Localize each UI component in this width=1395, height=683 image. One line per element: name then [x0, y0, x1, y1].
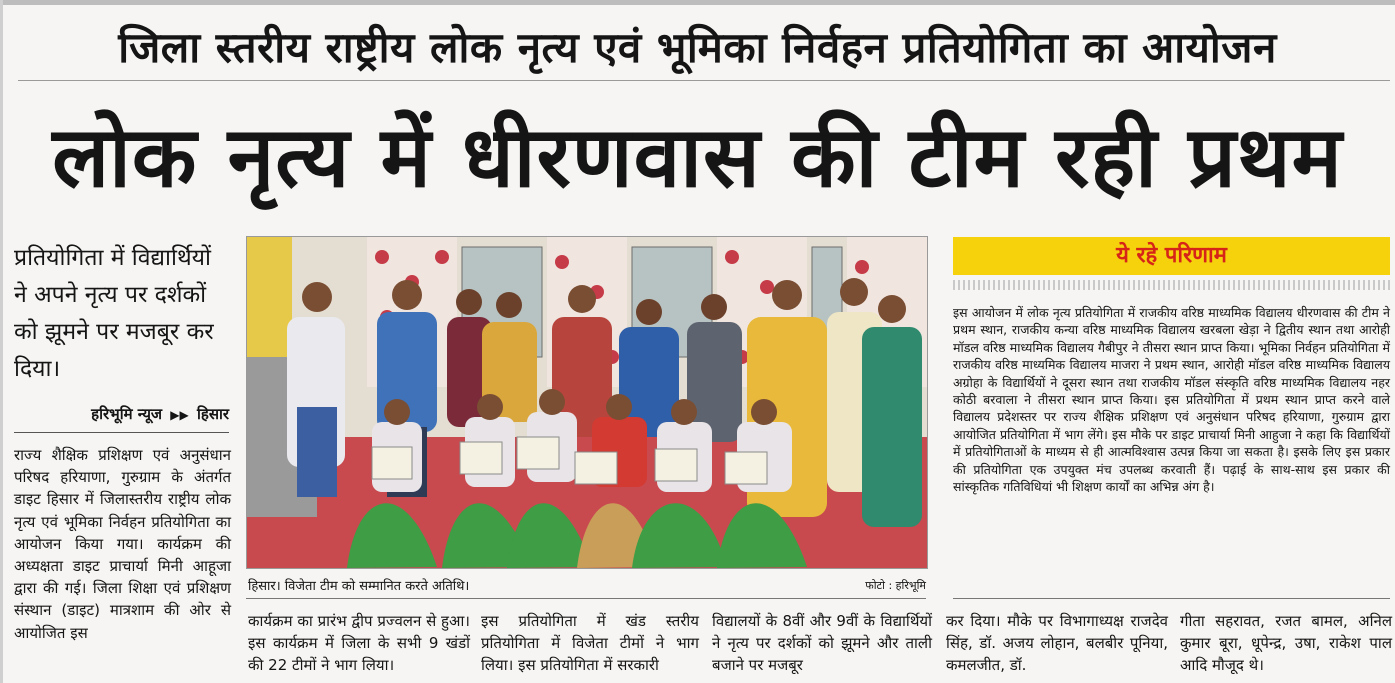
main-headline: लोक नृत्य में धीरणवास की टीम रही प्रथम: [52, 108, 1343, 206]
page-top-rule: [0, 0, 1395, 5]
byline-agency: हरिभूमि न्यूज: [91, 405, 163, 423]
article-column-1: कार्यक्रम का प्रारंभ द्वीप प्रज्वलन से हुआ। इस कार्यक्रम में जिला के सभी 9 खंडों की 22 टीमों ने भाग लिया।: [248, 612, 470, 675]
byline: [14, 404, 229, 424]
byline-arrow-icon: ▶▶: [170, 408, 189, 422]
article-column-3: विद्यालयों के 8वीं और 9वीं के विद्यार्थियों ने नृत्य पर दर्शकों को झूमने और ताली बजाने पर मजबूर: [712, 612, 932, 675]
photo-caption: हिसार। विजेता टीम को सम्मानित करते अतिथि।: [248, 579, 470, 594]
results-divider-pattern: [953, 280, 1390, 290]
deck-text: प्रतियोगिता में विद्यार्थियों ने अपने नृत्य पर दर्शकों को झूमने पर मजबूर कर दिया।: [14, 245, 214, 382]
article-column-5: गीता सहरावत, रजत बामल, अनिल कुमार बूरा, धूपेन्द्र, उषा, राकेश पाल आदि मौजूद थे।: [1180, 612, 1392, 675]
photo-illustration: [247, 237, 927, 568]
article-column-2: इस प्रतियोगिता में खंड स्तरीय प्रतियोगिता में विजेता टीमों ने भाग लिया। इस प्रतियोगिता में सरकारी: [481, 612, 699, 675]
kicker-headline: जिला स्तरीय राष्ट्रीय लोक नृत्य एवं भूमिका निर्वहन प्रतियोगिता का आयोजन: [118, 23, 1277, 72]
news-photo: [246, 236, 928, 569]
results-divider: [953, 598, 1390, 599]
article-column-left: राज्य शैक्षिक प्रशिक्षण एवं अनुसंधान परिषद हरियाणा, गुरुग्राम के अंतर्गत डाइट हिसार में जिलास्तरीय राष्ट्रीय लोक नृत्य एवं भूमिका निर्वहन प्रतियोगिता का आयोजन किया गया। कार्यक्रम की अध्यक्षता डाइट प्राचार्या मिनी आहूजा द्वारा की गई। जिला शिक्षा एवं प्रशिक्षण संस्थान (डाइट) मात्रशाम की ओर से आयोजित इस: [14, 446, 231, 642]
byline-divider: [14, 432, 229, 433]
article-column-4: कर दिया। मौके पर विभागाध्यक्ष राजदेव सिंह, डॉ. अजय लोहान, बलबीर पूनिया, कमलजीत, डॉ.: [946, 612, 1168, 675]
caption-divider: [246, 598, 926, 599]
byline-place: हिसार: [196, 405, 229, 423]
photo-credit: फोटो : हरिभूमि: [865, 579, 926, 592]
results-heading: ये रहे परिणाम: [953, 237, 1390, 275]
results-text: इस आयोजन में लोक नृत्य प्रतियोगिता में राजकीय वरिष्ठ माध्यमिक विद्यालय धीरणवास की टीम ने प्रथम स्थान, राजकीय कन्या वरिष्ठ माध्यमिक विद्यालय खरबला खेड़ा ने द्वितीय स्थान तथा आरोही मॉडल वरिष्ठ माध्यमिक विद्यालय गैबीपुर ने तीसरा स्थान प्राप्त किया। भूमिका निर्वहन प्रतियोगिता में राजकीय वरिष्ठ माध्यमिक विद्यालय माजरा ने प्रथम स्थान, आरोही मॉडल वरिष्ठ माध्यमिक विद्यालय अग्रोहा के विद्यार्थियों ने दूसरा स्थान तथा राजकीय मॉडल संस्कृति वरिष्ठ माध्यमिक विद्यालय नहर कोठी बरवाला ने तीसरा स्थान प्राप्त किया। इस प्रतियोगिता में प्रथम स्थान प्राप्त करने वाले विद्यालय प्रदेशस्तर पर राज्य शैक्षिक प्रशिक्षण एवं अनुसंधान परिषद हरियाणा, गुरुग्राम द्वारा आयोजित प्रतियोगिता में भाग लेंगे। इस मौके पर डाइट प्राचार्या मिनी आहुजा ने कहा कि विद्यार्थियों में प्रतियोगिताओं के माध्यम से ही आत्मविश्वास उत्पन्न किया जा सकता है। इसके लिए इस प्रकार की प्रतियोगिता एक उपयुक्त मंच उपलब्ध करवाती हैं। पढ़ाई के साथ-साथ इस प्रकार की सांस्कृतिक गतिविधियां भी शिक्षण कार्यों का अभिन्न अंग है।: [953, 305, 1390, 495]
kicker-divider: [18, 80, 1390, 81]
